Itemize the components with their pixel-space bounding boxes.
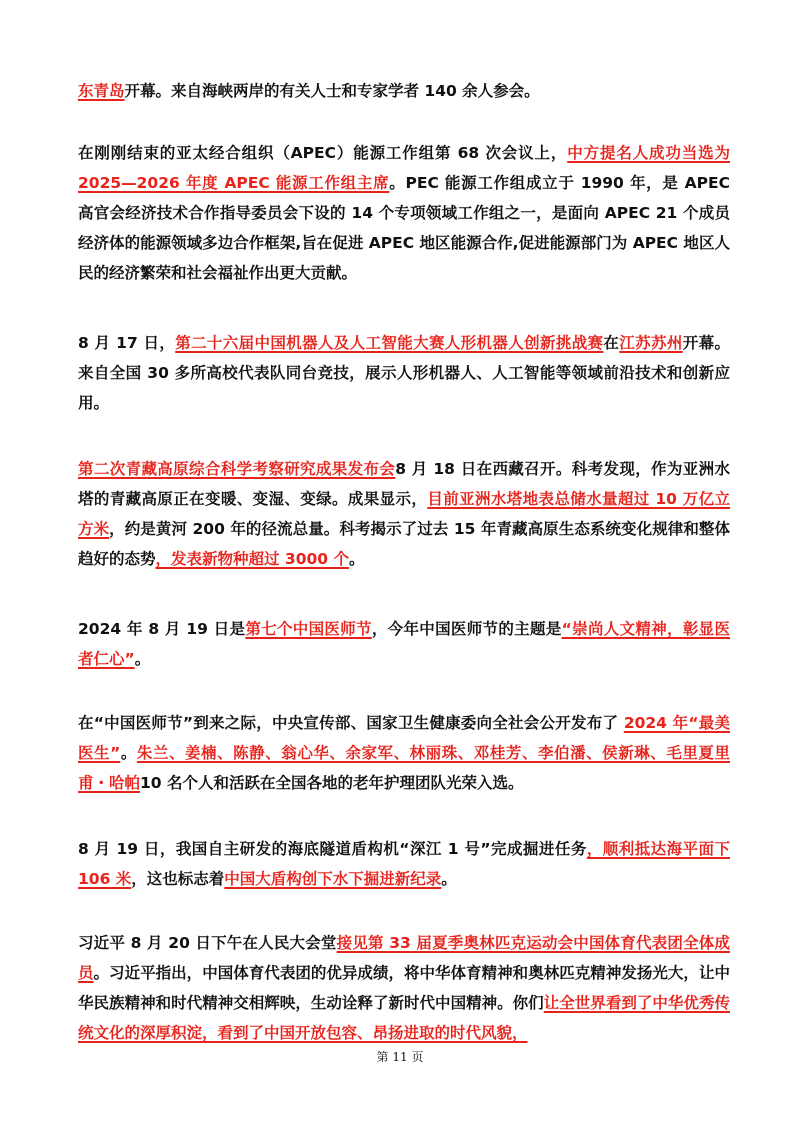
body-text: 开幕。来自全国 30 多所高校代表队同台竞技，展示人形机器人、人工智能等领域前沿技术和创新应用。 [78,334,730,412]
highlighted-text: 让全世界看到了中华优秀传统文化的深厚积淀，看到了中国开放包容、昂扬进取的时代风貌， [78,994,730,1042]
body-text: 8 月 19 日，我国自主研发的海底隧道盾构机“深江 1 号”完成掘进任务 [78,840,587,858]
body-text: 10 名个人和活跃在全国各地的老年护理团队光荣入选。 [140,774,524,792]
highlighted-text: 接见第 33 届夏季奥林匹克运动会中国体育代表团全体成员 [78,934,730,982]
highlighted-text: 目前亚洲水塔地表总储水量超过 10 万亿立方米 [78,490,730,538]
body-text: 在“中国医师节”到来之际，中央宣传部、国家卫生健康委向全社会公开发布了 [78,714,624,732]
paragraph-2 [78,138,730,288]
page-number: 第 11 页 [376,1050,424,1064]
body-text: 。 [441,870,457,888]
body-text: 习近平 8 月 20 日下午在人民大会堂 [78,934,337,952]
body-text: 在刚刚结束的亚太经合组织（APEC）能源工作组第 68 次会议上， [78,144,568,162]
highlighted-text: 第二次青藏高原综合科学考察研究成果发布会 [78,460,396,478]
body-text: 。 [134,650,151,668]
body-text: 。习近平指出，中国体育代表团的优异成绩，将中华体育精神和奥林匹克精神发扬光大，让中华民族精神和时代精神交相辉映，生动诠释了新时代中国精神。你们 [78,964,730,1012]
highlighted-text: 江苏苏州 [619,334,683,352]
body-text: 。 [348,550,365,568]
body-text: ，约是黄河 200 年的径流总量。科考揭示了过去 15 年青藏高原生态系统变化规律和整体趋好的态势 [78,520,730,568]
paragraph-7 [78,834,730,894]
paragraph-5 [78,614,730,674]
body-text: 开幕。来自海峡两岸的有关人士和专家学者 140 余人参会。 [124,82,540,100]
highlighted-text: 第七个中国医师节 [245,620,372,638]
body-text: 2024 年 8 月 19 日是 [78,620,246,638]
highlighted-text: 朱兰、姜楠、陈静、翁心华、余家军、林丽珠、邓桂芳、李伯潘、侯新琳、毛里夏里甫・哈帕 [78,744,730,792]
highlighted-text: 东青岛 [78,82,125,100]
body-text: 。 [120,744,137,762]
body-text: 。PEC 能源工作组成立于 1990 年，是 APEC 高官会经济技术合作指导委员会下设的 14 个专项领域工作组之一，是面向 APEC 21 个成员经济体的能源领域多边合作框架,旨在促进 APEC 地区能源合作,促进能源部门为 APEC 地区人民的经济繁荣和社会福祉作出更大贡献。 [78,174,730,282]
body-text: ，今年中国医师节的主题是 [371,620,562,638]
highlighted-text: 中方提名人成功当选为 2025—2026 年度 APEC 能源工作组主席 [78,144,730,192]
paragraph-8 [78,928,730,1048]
body-text: 8 月 18 日在西藏召开。科考发现，作为亚洲水塔的青藏高原正在变暖、变湿、变绿。成果显示， [78,460,730,508]
body-text: ，这也标志着 [131,870,225,888]
paragraph-3 [78,328,730,418]
highlighted-text: 2024 年“最美医生” [78,714,730,762]
paragraph-6 [78,708,730,798]
paragraph-1 [78,76,730,106]
highlighted-text: ，顺利抵达海平面下 106 米 [78,840,730,888]
body-text: 8 月 17 日， [78,334,176,352]
highlighted-text: ，发表新物种超过 3000 个 [155,550,349,568]
paragraph-4 [78,454,730,574]
highlighted-text: 中国大盾构创下水下掘进新纪录 [224,870,442,888]
highlighted-text: “崇尚人文精神，彰显医者仁心” [78,620,730,668]
body-text: 在 [603,334,620,352]
highlighted-text: 第二十六届中国机器人及人工智能大赛人形机器人创新挑战赛 [175,334,604,352]
